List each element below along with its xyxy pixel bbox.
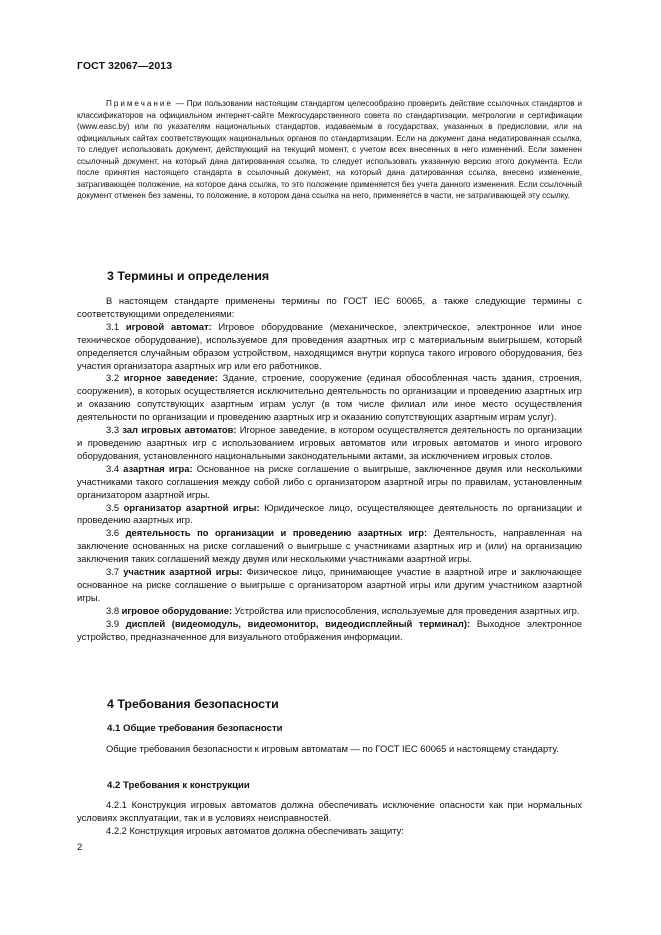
section-4-heading: 4 Требования безопасности xyxy=(107,697,279,711)
term-3-3 xyxy=(77,424,582,463)
term-name: деятельность по организации и проведению азартных игр: xyxy=(125,527,428,539)
term-number: 3.9 xyxy=(106,617,126,629)
term-3-1 xyxy=(77,321,582,373)
page-number: 2 xyxy=(77,842,83,853)
document-header: ГОСТ 32067—2013 xyxy=(77,60,173,72)
term-3-8 xyxy=(77,605,582,618)
term-number: 3.4 xyxy=(106,462,124,474)
subsection-4-2-heading: 4.2 Требования к конструкции xyxy=(107,780,250,791)
term-number: 3.5 xyxy=(106,501,124,513)
term-definition: Физическое лицо, принимающее участие в азартной игре и заключающее основанное на риске соглашение о выигрыше с организатором азартной игры или другим участником азартной игры. xyxy=(77,566,582,603)
term-name: азартная игра: xyxy=(123,462,193,474)
term-name: организатор азартной игры: xyxy=(123,501,260,513)
clause-4-2-1: 4.2.1 Конструкция игровых автоматов должна обеспечивать исключение опасности как при нормальных условиях эксплуатации, так и в условиях неисправностей. xyxy=(77,799,582,823)
term-number: 3.3 xyxy=(106,424,123,436)
subsection-4-1-text: Общие требования безопасности к игровым автоматам — по ГОСТ IEC 60065 и настоящему стандарту. xyxy=(106,743,559,754)
term-number: 3.2 xyxy=(106,372,124,384)
term-name: дисплей (видеомодуль, видеомонитор, видеодисплейный терминал): xyxy=(125,617,471,629)
reference-note xyxy=(77,98,582,202)
section-3-body xyxy=(77,295,582,643)
term-definition: Выходное электронное устройство, предназначенное для визуального отображения информации. xyxy=(77,617,582,642)
section-3-intro: В настоящем стандарте применены термины по ГОСТ IEC 60065, а также следующие термины с соответствующими определениями: xyxy=(77,295,582,319)
term-number: 3.6 xyxy=(106,527,126,539)
term-number: 3.8 xyxy=(106,604,122,616)
subsection-4-1-heading: 4.1 Общие требования безопасности xyxy=(107,723,283,734)
term-definition: Игорное заведение, в котором осуществляется деятельность по организации и проведению азартных игр с использованием игровых автоматов или игровых автоматов и иного игрового оборудования, установленного национальными законодательными актами, за исключением игровых столов. xyxy=(77,424,582,461)
term-name: игровое оборудование: xyxy=(121,604,233,616)
term-name: игровой автомат: xyxy=(125,320,212,332)
term-3-4 xyxy=(77,463,582,502)
term-definition: Деятельность, направленная на заключение основанных на риске соглашений о выигрыше с участниками азартных игр и (или) на организацию заключения таких соглашений между двумя или несколькими участниками азартной игры. xyxy=(77,527,582,565)
term-definition: Устройства или приспособления, используемые для проведения азартных игр. xyxy=(232,604,580,616)
term-3-6 xyxy=(77,527,582,566)
section-3-heading: 3 Термины и определения xyxy=(107,269,270,283)
term-definition: Здание, строение, сооружение (единая обособленная часть здания, строения, сооружения), в которых осуществляется исключительно деятельность по организации и проведению азартных игр и оказанию сопутствующих азартным играм услуг (в том числе филиал или иное место осуществления деятельности по организации и проведению азартных игр и оказанию сопутствующих азартным играм услуг). xyxy=(77,372,582,423)
term-3-2 xyxy=(77,372,582,424)
term-3-9 xyxy=(77,618,582,644)
term-3-5 xyxy=(77,502,582,528)
clause-4-2-2: 4.2.2 Конструкция игровых автоматов должна обеспечивать защиту: xyxy=(106,824,404,836)
term-definition: Основанное на риске соглашение о выигрыше, заключенное двумя или несколькими участниками такого соглашения между собой либо с организатором азартной игры по правилам, установленным организатором азартной игры. xyxy=(77,462,582,500)
term-number: 3.1 xyxy=(106,320,126,332)
term-name: зал игровых автоматов: xyxy=(122,424,237,436)
term-name: участник азартной игры: xyxy=(123,566,243,578)
term-3-7 xyxy=(77,566,582,605)
note-label: Примечание xyxy=(106,99,173,108)
term-definition: Игровое оборудование (механическое, электрическое, электронное или иное техническое оборудование), используемое для проведения азартных игр с материальным выигрышем, который определяется случайным образом устройством, находящимся внутри корпуса такого игрового оборудования, без участия организатора азартных игр или его работников. xyxy=(77,320,582,371)
term-name: игорное заведение: xyxy=(123,372,218,384)
term-number: 3.7 xyxy=(106,566,124,578)
term-definition: Юридическое лицо, осуществляющее деятельность по организации и проведению азартных игр. xyxy=(77,501,583,526)
subsection-4-2-body xyxy=(77,799,582,838)
subsection-4-1-body xyxy=(77,743,582,756)
note-text: — При пользовании настоящим стандартом целесообразно проверить действие ссылочных стандартов и классификаторов на официальном интернет-сайте Межгосударственного совета по стандартизации, метрологии и сертификации (www.easc.by) или по указателям национальных стандартов, издаваемым в государствах, указанных в предисловии, или на официальных сайтах соответствующих национальных органов по стандартизации. Если на документ дана недатированная ссылка, то следует использовать документ, действующий на текущий момент, с учетом всех внесенных в него изменений. Если заменен ссылочный документ, на который дана датированная ссылка, то следует использовать указанную версию этого документа. Если после принятия настоящего стандарта в ссылочный документ, на который дана датированная ссылка, внесено изменение, затрагивающее положение, на которое дана ссылка, то это положение применяется без учета данного изменения. Если ссылочный документ отменен без замены, то положение, в котором дана ссылка на него, применяется в части, не затрагивающей эту ссылку. xyxy=(77,99,582,200)
